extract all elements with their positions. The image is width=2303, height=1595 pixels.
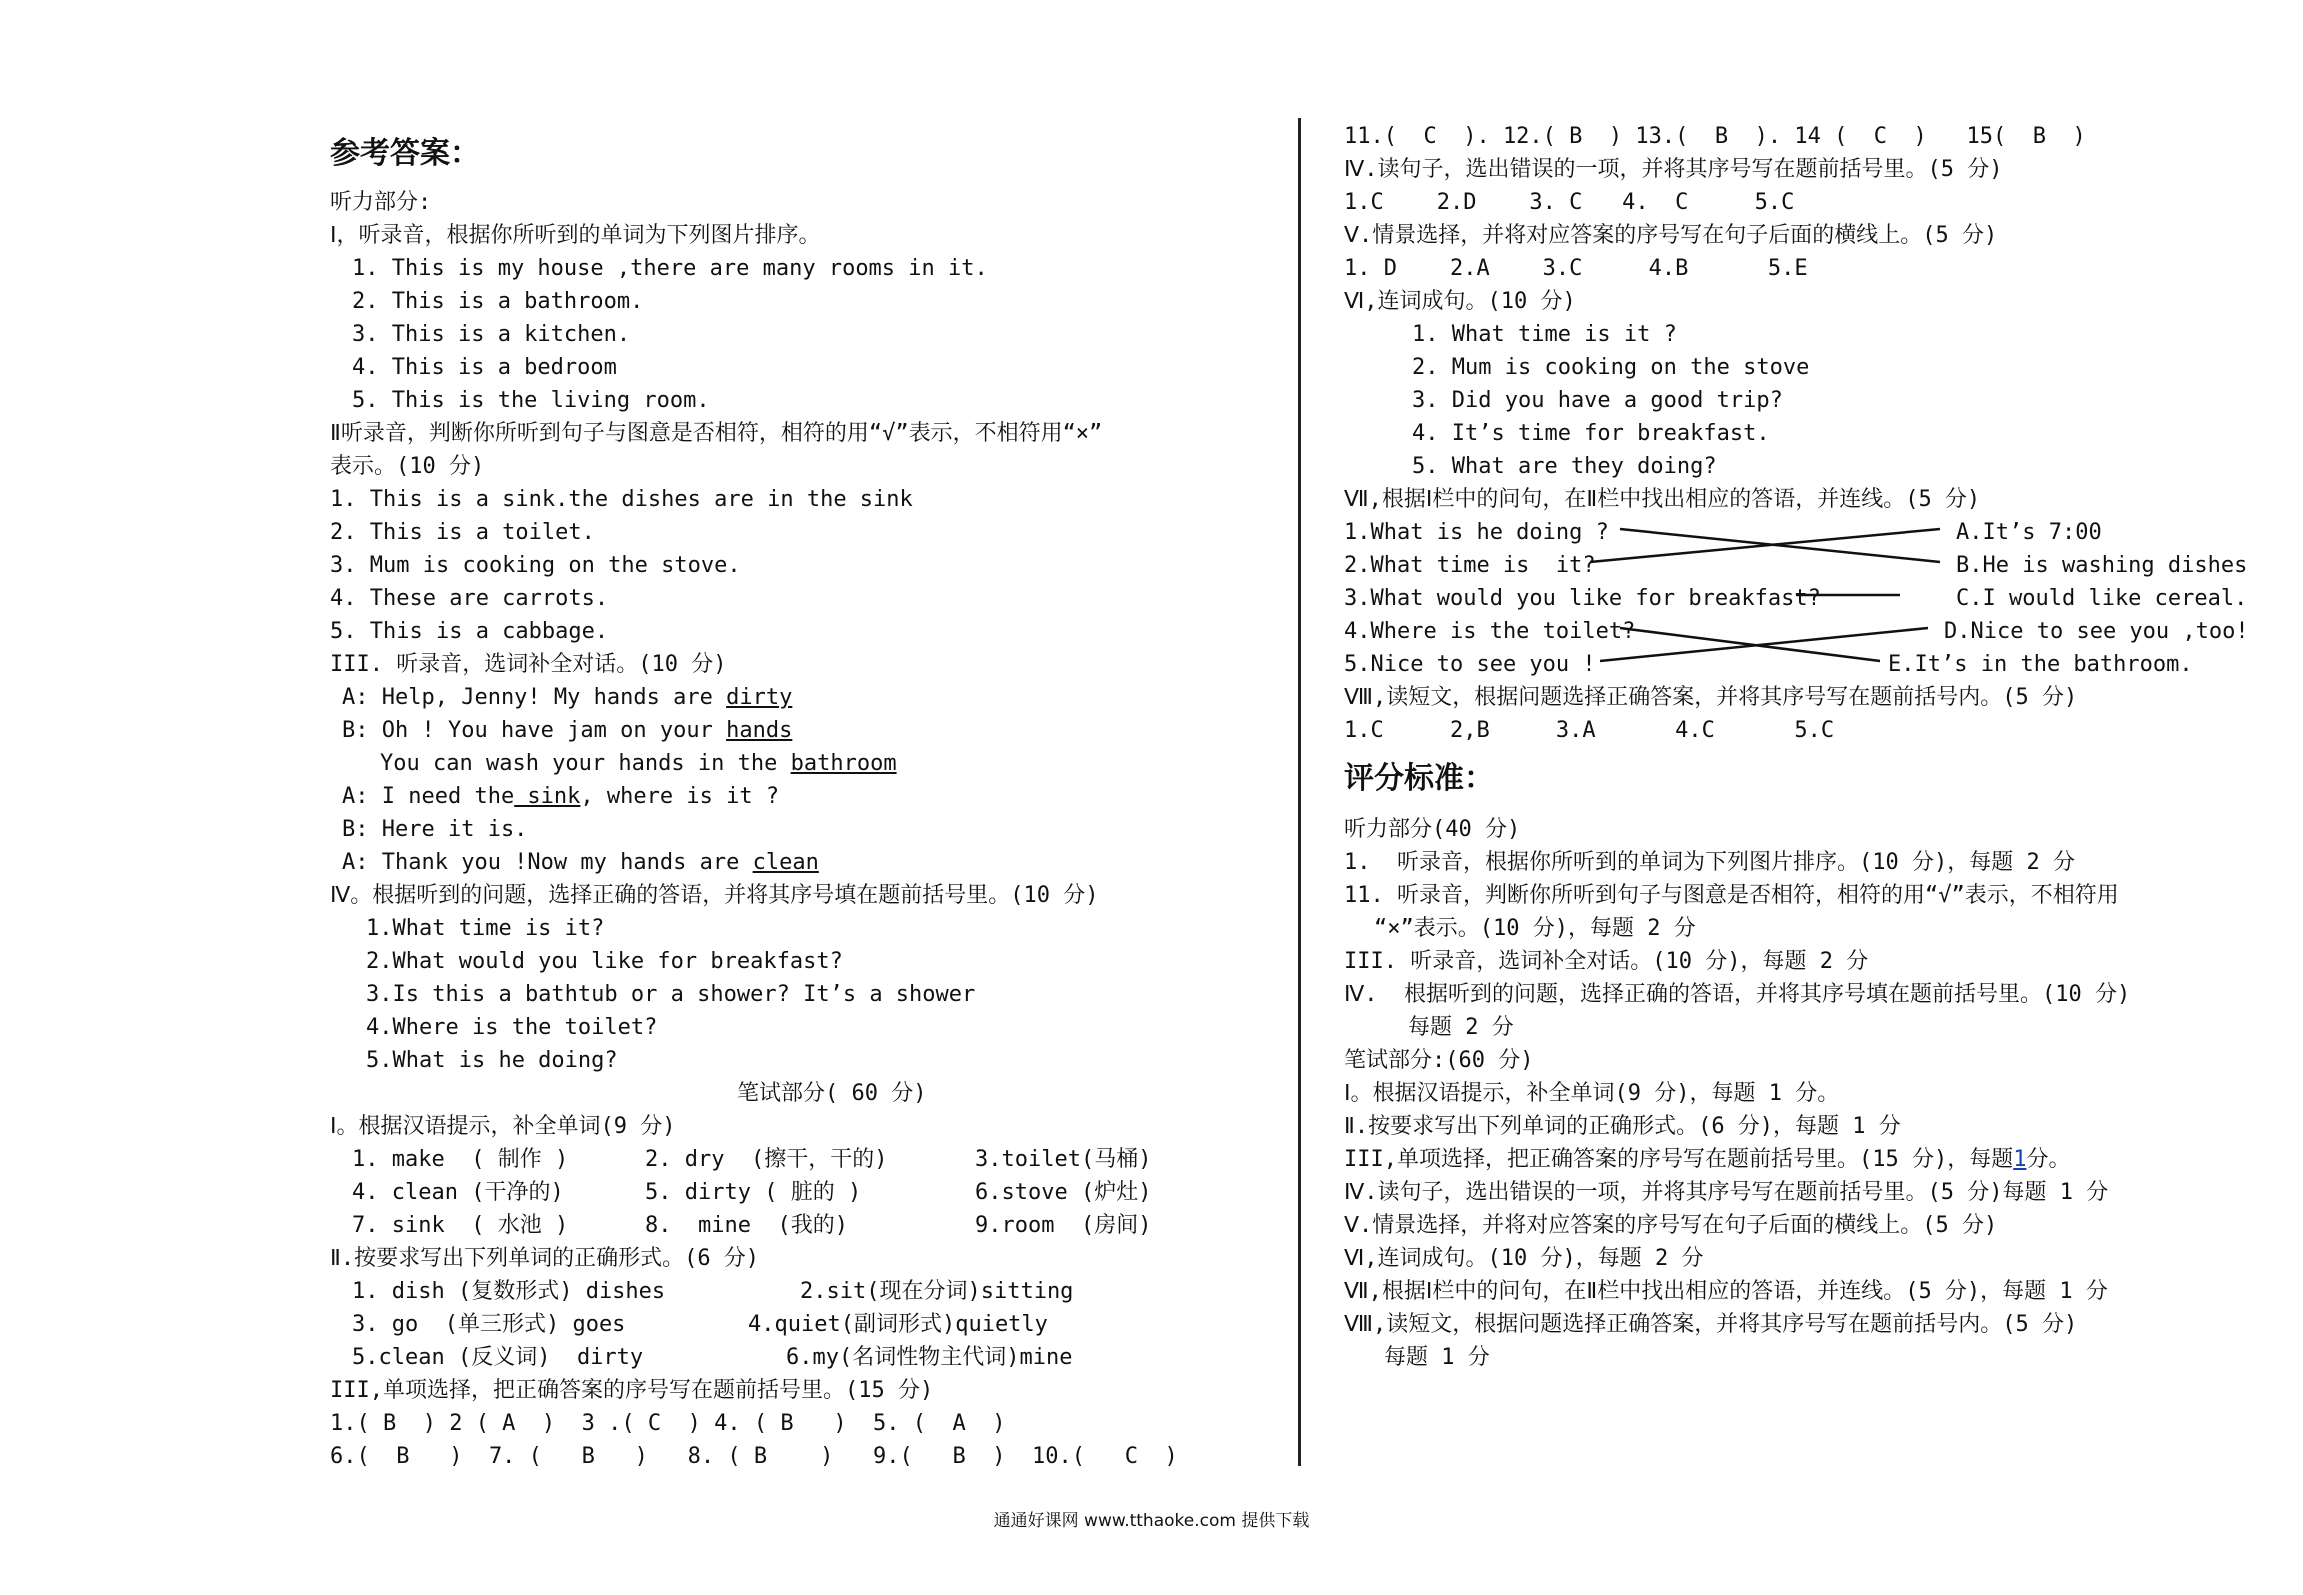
match-question: 3.What would you like for breakfast? [1344, 586, 1821, 611]
list-item: 2.What would you like for breakfast? [366, 949, 843, 974]
grading-line: Ⅷ,读短文，根据问题选择正确答案，并将其序号写在题前括号内。(5 分) [1344, 1312, 2078, 1337]
grading-line: Ⅳ. 根据听到的问题，选择正确的答语，并将其序号填在题前括号里。(10 分) [1344, 982, 2131, 1007]
written-2-title: Ⅱ.按要求写出下列单词的正确形式。(6 分) [330, 1246, 760, 1271]
word-form-cell: 4.quiet(副词形式)quietly [748, 1312, 1048, 1337]
dialog-line: A: Help, Jenny! My hands are dirty [342, 685, 793, 710]
match-answer: B.He is washing dishes [1956, 553, 2248, 578]
grading-line: Ⅳ.读句子，选出错误的一项，并将其序号写在题前括号里。(5 分)每题 1 分 [1344, 1180, 2109, 1205]
vocab-cell: 2. dry (擦干，干的) [645, 1147, 888, 1172]
list-item: 3. Mum is cooking on the stove. [330, 553, 741, 578]
list-item: 4.Where is the toilet? [366, 1015, 658, 1040]
list-item: 3. Did you have a good trip? [1412, 388, 1783, 413]
grading-line: 每题 1 分 [1384, 1345, 1490, 1370]
section-2-title-cont: 表示。(10 分) [330, 454, 485, 479]
grading-line: 1. 听录音，根据你所听到的单词为下列图片排序。(10 分)，每题 2 分 [1344, 850, 2075, 875]
dialog-line: You can wash your hands in the bathroom [380, 751, 897, 776]
list-item: 2. This is a bathroom. [352, 289, 644, 314]
vocab-cell: 8. mine (我的) [645, 1213, 848, 1238]
inline-link[interactable]: 1 [2013, 1147, 2027, 1172]
match-answer: D.Nice to see you ,too! [1944, 619, 2249, 644]
list-item: 5. This is a cabbage. [330, 619, 609, 644]
match-answer: C.I would like cereal. [1956, 586, 2248, 611]
list-item: 4. This is a bedroom [352, 355, 617, 380]
vocab-cell: 3.toilet(马桶) [975, 1147, 1152, 1172]
grading-line: 11. 听录音，判断你所听到句子与图意是否相符，相符的用“√”表示，不相符用 [1344, 883, 2119, 908]
list-item: 5. What are they doing? [1412, 454, 1717, 479]
dialog-line: B: Oh ! You have jam on your hands [342, 718, 793, 743]
grading-line: Ⅶ,根据Ⅰ栏中的问句，在Ⅱ栏中找出相应的答语，并连线。(5 分)，每题 1 分 [1344, 1279, 2108, 1304]
answer-blank: sink [514, 784, 581, 809]
section-1-title: Ⅰ，听录音，根据你所听到的单词为下列图片排序。 [330, 223, 821, 248]
dialog-line: A: I need the sink, where is it ? [342, 784, 780, 809]
list-item: 5.What is he doing? [366, 1048, 618, 1073]
list-item: 5. This is the living room. [352, 388, 710, 413]
listening-label: 听力部分: [330, 190, 432, 215]
list-item: 4. It’s time for breakfast. [1412, 421, 1770, 446]
word-form-cell: 3. go (单三形式) goes [352, 1312, 626, 1337]
choice-answers-row: 1.( B ) 2 ( A ) 3 .( C ) 4. ( B ) 5. ( A ) [330, 1411, 1006, 1436]
list-item: 1. This is my house ,there are many rooms in it. [352, 256, 988, 281]
vocab-cell: 6.stove (炉灶) [975, 1180, 1152, 1205]
grading-line: Ⅵ,连词成句。(10 分)，每题 2 分 [1344, 1246, 1704, 1271]
answer-blank: bathroom [790, 751, 897, 776]
grading-line: “×”表示。(10 分)，每题 2 分 [1374, 916, 1696, 941]
choice-answers-row: 11.( C ). 12.( B ) 13.( B ). 14 ( C ) 15( B ) [1344, 124, 2086, 149]
word-form-cell: 1. dish (复数形式) dishes [352, 1279, 666, 1304]
written-1-title: Ⅰ。根据汉语提示，补全单词(9 分) [330, 1114, 676, 1139]
list-item: 4. These are carrots. [330, 586, 609, 611]
dialog-line: B: Here it is. [342, 817, 528, 842]
grading-line: Ⅱ.按要求写出下列单词的正确形式。(6 分)，每题 1 分 [1344, 1114, 1901, 1139]
word-form-cell: 2.sit(现在分词)sitting [800, 1279, 1074, 1304]
match-question: 1.What is he doing ? [1344, 520, 1609, 545]
grading-listening-label: 听力部分(40 分) [1344, 817, 1521, 842]
list-item: 1.What time is it? [366, 916, 605, 941]
vocab-cell: 7. sink ( 水池 ) [352, 1213, 569, 1238]
word-form-cell: 5.clean (反义词) dirty [352, 1345, 644, 1370]
list-item: 2. Mum is cooking on the stove [1412, 355, 1810, 380]
word-form-cell: 6.my(名词性物主代词)mine [786, 1345, 1073, 1370]
written-section-title: 笔试部分( 60 分) [737, 1081, 927, 1106]
vocab-cell: 5. dirty ( 脏的 ) [645, 1180, 862, 1205]
grading-line: Ⅴ.情景选择，并将对应答案的序号写在句子后面的横线上。(5 分) [1344, 1213, 1998, 1238]
list-item: 3. This is a kitchen. [352, 322, 631, 347]
footer-credit: 通通好课网 www.tthaoke.com 提供下载 [993, 1511, 1310, 1531]
section-4-title: Ⅳ。根据听到的问题，选择正确的答语，并将其序号填在题前括号里。(10 分) [330, 883, 1099, 908]
match-question: 5.Nice to see you ! [1344, 652, 1596, 677]
grading-line: Ⅰ。根据汉语提示，补全单词(9 分)，每题 1 分。 [1344, 1081, 1840, 1106]
vocab-cell: 4. clean (干净的) [352, 1180, 564, 1205]
vocab-cell: 1. make ( 制作 ) [352, 1147, 569, 1172]
list-item: 1. This is a sink.the dishes are in the sink [330, 487, 913, 512]
answers-row: 1. D 2.A 3.C 4.B 5.E [1344, 256, 1808, 281]
match-answer: E.It’s in the bathroom. [1888, 652, 2193, 677]
match-answer: A.It’s 7:00 [1956, 520, 2102, 545]
answer-blank: clean [752, 850, 819, 875]
list-item: 2. This is a toilet. [330, 520, 595, 545]
written-6-title: Ⅵ,连词成句。(10 分) [1344, 289, 1576, 314]
list-item: 1. What time is it ? [1412, 322, 1677, 347]
section-3-title: III. 听录音，选词补全对话。(10 分) [330, 652, 727, 677]
grading-line: III. 听录音，选词补全对话。(10 分)，每题 2 分 [1344, 949, 1869, 974]
written-4-title: Ⅳ.读句子，选出错误的一项，并将其序号写在题前括号里。(5 分) [1344, 157, 2003, 182]
written-8-title: Ⅷ,读短文，根据问题选择正确答案，并将其序号写在题前括号内。(5 分) [1344, 685, 2078, 710]
vocab-cell: 9.room (房间) [975, 1213, 1152, 1238]
list-item: 3.Is this a bathtub or a shower? It’s a shower [366, 982, 976, 1007]
answers-row: 1.C 2,B 3.A 4.C 5.C [1344, 718, 1835, 743]
answer-blank: dirty [726, 685, 793, 710]
grading-written-label: 笔试部分:(60 分) [1344, 1048, 1534, 1073]
dialog-line: A: Thank you !Now my hands are clean [342, 850, 819, 875]
match-question: 2.What time is it? [1344, 553, 1596, 578]
written-3-title: III,单项选择，把正确答案的序号写在题前括号里。(15 分) [330, 1378, 934, 1403]
written-7-title: Ⅶ,根据Ⅰ栏中的问句，在Ⅱ栏中找出相应的答语，并连线。(5 分) [1344, 487, 1981, 512]
answer-blank: hands [726, 718, 793, 743]
grading-heading: 评分标准： [1344, 761, 1494, 796]
match-question: 4.Where is the toilet? [1344, 619, 1636, 644]
grading-line: III,单项选择，把正确答案的序号写在题前括号里。(15 分)，每题1分。 [1344, 1147, 2071, 1172]
grading-line: 每题 2 分 [1408, 1015, 1514, 1040]
answer-key-heading: 参考答案： [330, 136, 480, 171]
choice-answers-row: 6.( B ) 7. ( B ) 8. ( B ) 9.( B ) 10.( C ) [330, 1444, 1178, 1469]
written-5-title: Ⅴ.情景选择，并将对应答案的序号写在句子后面的横线上。(5 分) [1344, 223, 1998, 248]
section-2-title: Ⅱ听录音，判断你所听到句子与图意是否相符，相符的用“√”表示，不相符用“×” [330, 421, 1103, 446]
answers-row: 1.C 2.D 3. C 4. C 5.C [1344, 190, 1795, 215]
